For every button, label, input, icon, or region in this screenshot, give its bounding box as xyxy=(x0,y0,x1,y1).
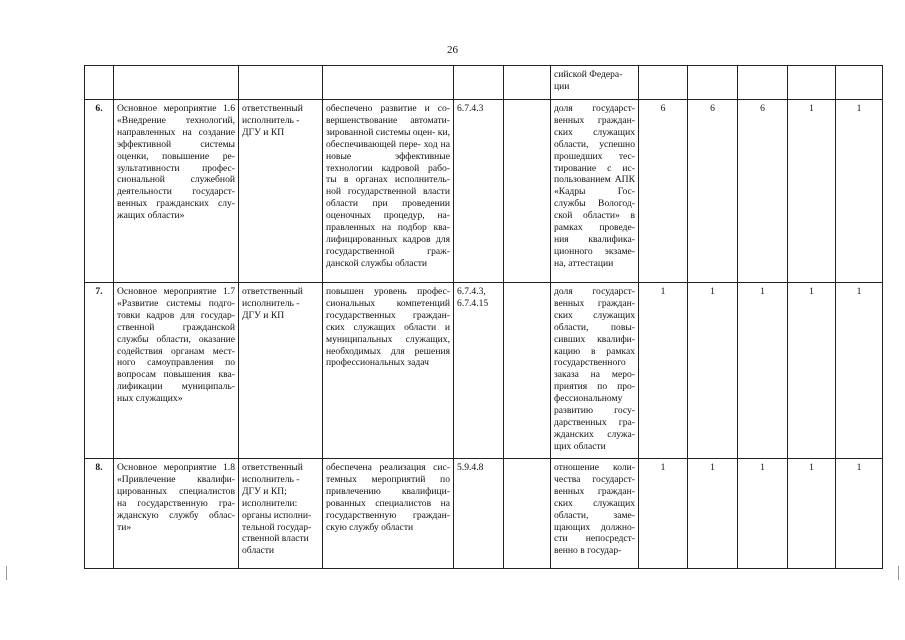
value-cell: 1 xyxy=(738,459,788,569)
row-number: 6. xyxy=(85,100,114,283)
indicator-cell: отношение коли- чества государст- венных граждан- ских служащих области, заме- щающих должно- сти непосредст- венно в государ- xyxy=(551,459,639,569)
cell-num xyxy=(85,66,114,100)
value-cell: 1 xyxy=(836,459,883,569)
value-cell: 1 xyxy=(788,100,836,283)
cell-value xyxy=(639,66,688,100)
event-cell: Основное мероприятие 1.7 «Развитие системы подго- товки кадров для государ- ственной гражданской службы области, оказание содействия органам мест- ного самоуправления по вопросам повышения ква- лификации муниципаль- ных служащих» xyxy=(114,283,239,459)
code-cell: 6.7.4.3 xyxy=(454,100,504,283)
executor-cell: ответственный исполнитель - ДГУ и КП xyxy=(239,283,323,459)
value-cell: 6 xyxy=(738,100,788,283)
left-margin-mark xyxy=(6,566,7,580)
value-cell: 1 xyxy=(788,283,836,459)
value-cell: 1 xyxy=(788,459,836,569)
table-row-6 xyxy=(85,100,883,283)
code-cell: 5.9.4.8 xyxy=(454,459,504,569)
executor-cell: ответственный исполнитель - ДГУ и КП; исполнители: органы исполни- тельной государ- ственной власти области xyxy=(239,459,323,569)
cell-executor xyxy=(239,66,323,100)
cell-blank xyxy=(504,66,551,100)
table-row-continued xyxy=(85,66,883,100)
program-table xyxy=(84,65,883,569)
cell-value xyxy=(836,66,883,100)
row-number: 7. xyxy=(85,283,114,459)
right-margin-mark xyxy=(898,566,899,580)
result-cell: обеспечено развитие и со- вершенствование автомати- зированной системы оцен- ки, обеспечивающей пере- ход на новые эффективные технологии кадровой рабо- ты в органах исполнитель- ной государственной власти области при проведении оценочных процедур, на- правленных на подбор ква- лифицированных кадров для государственной граж- данской службы области xyxy=(323,100,454,283)
indicator-cell: доля государст- венных граждан- ских служащих области, успешно прошедших тес- тирование с ис- пользованием АПК «Кадры Гос- службы Вологод- ской области» в рамках проведе- ния квалифика- ционного экзаме- на, аттестации xyxy=(551,100,639,283)
result-cell: повышен уровень профес- сиональных компетенций государственных граждан- ских служащих области и муниципальных служащих, необходимых для решения профессиональных задач xyxy=(323,283,454,459)
cell-code xyxy=(454,66,504,100)
blank-cell xyxy=(504,283,551,459)
table-row-7 xyxy=(85,283,883,459)
page-number: 26 xyxy=(447,44,458,56)
result-cell: обеспечена реализация сис- темных мероприятий по привлечению квалифици- рованных специалистов на государственную граждан- скую службу области xyxy=(323,459,454,569)
value-cell: 1 xyxy=(836,100,883,283)
code-cell: 6.7.4.3, 6.7.4.15 xyxy=(454,283,504,459)
cell-indicator: сийской Федера- ции xyxy=(551,66,639,100)
executor-cell: ответственный исполнитель - ДГУ и КП xyxy=(239,100,323,283)
cell-event xyxy=(114,66,239,100)
cell-value xyxy=(688,66,738,100)
event-cell: Основное мероприятие 1.8 «Привлечение квалифи- цированных специалистов на государственную гра- жданскую службу облас- ти» xyxy=(114,459,239,569)
value-cell: 1 xyxy=(688,283,738,459)
blank-cell xyxy=(504,459,551,569)
table-row-8 xyxy=(85,459,883,569)
row-number: 8. xyxy=(85,459,114,569)
value-cell: 1 xyxy=(836,283,883,459)
indicator-cell: доля государст- венных граждан- ских служащих области, повы- сивших квалифи- кацию в рамках государственного заказа на меро- приятия по про- фессиональному развитию госу- дарственных гра- жданских служа- щих области xyxy=(551,283,639,459)
value-cell: 6 xyxy=(688,100,738,283)
value-cell: 1 xyxy=(639,459,688,569)
value-cell: 1 xyxy=(738,283,788,459)
cell-value xyxy=(738,66,788,100)
cell-value xyxy=(788,66,836,100)
value-cell: 1 xyxy=(688,459,738,569)
value-cell: 1 xyxy=(639,283,688,459)
value-cell: 6 xyxy=(639,100,688,283)
event-cell: Основное мероприятие 1.6 «Внедрение технологий, направленных на создание эффективной системы оценки, повышение ре- зультативности профес- сиональной служебной деятельности государст- венных гражданских слу- жащих области» xyxy=(114,100,239,283)
blank-cell xyxy=(504,100,551,283)
cell-result xyxy=(323,66,454,100)
